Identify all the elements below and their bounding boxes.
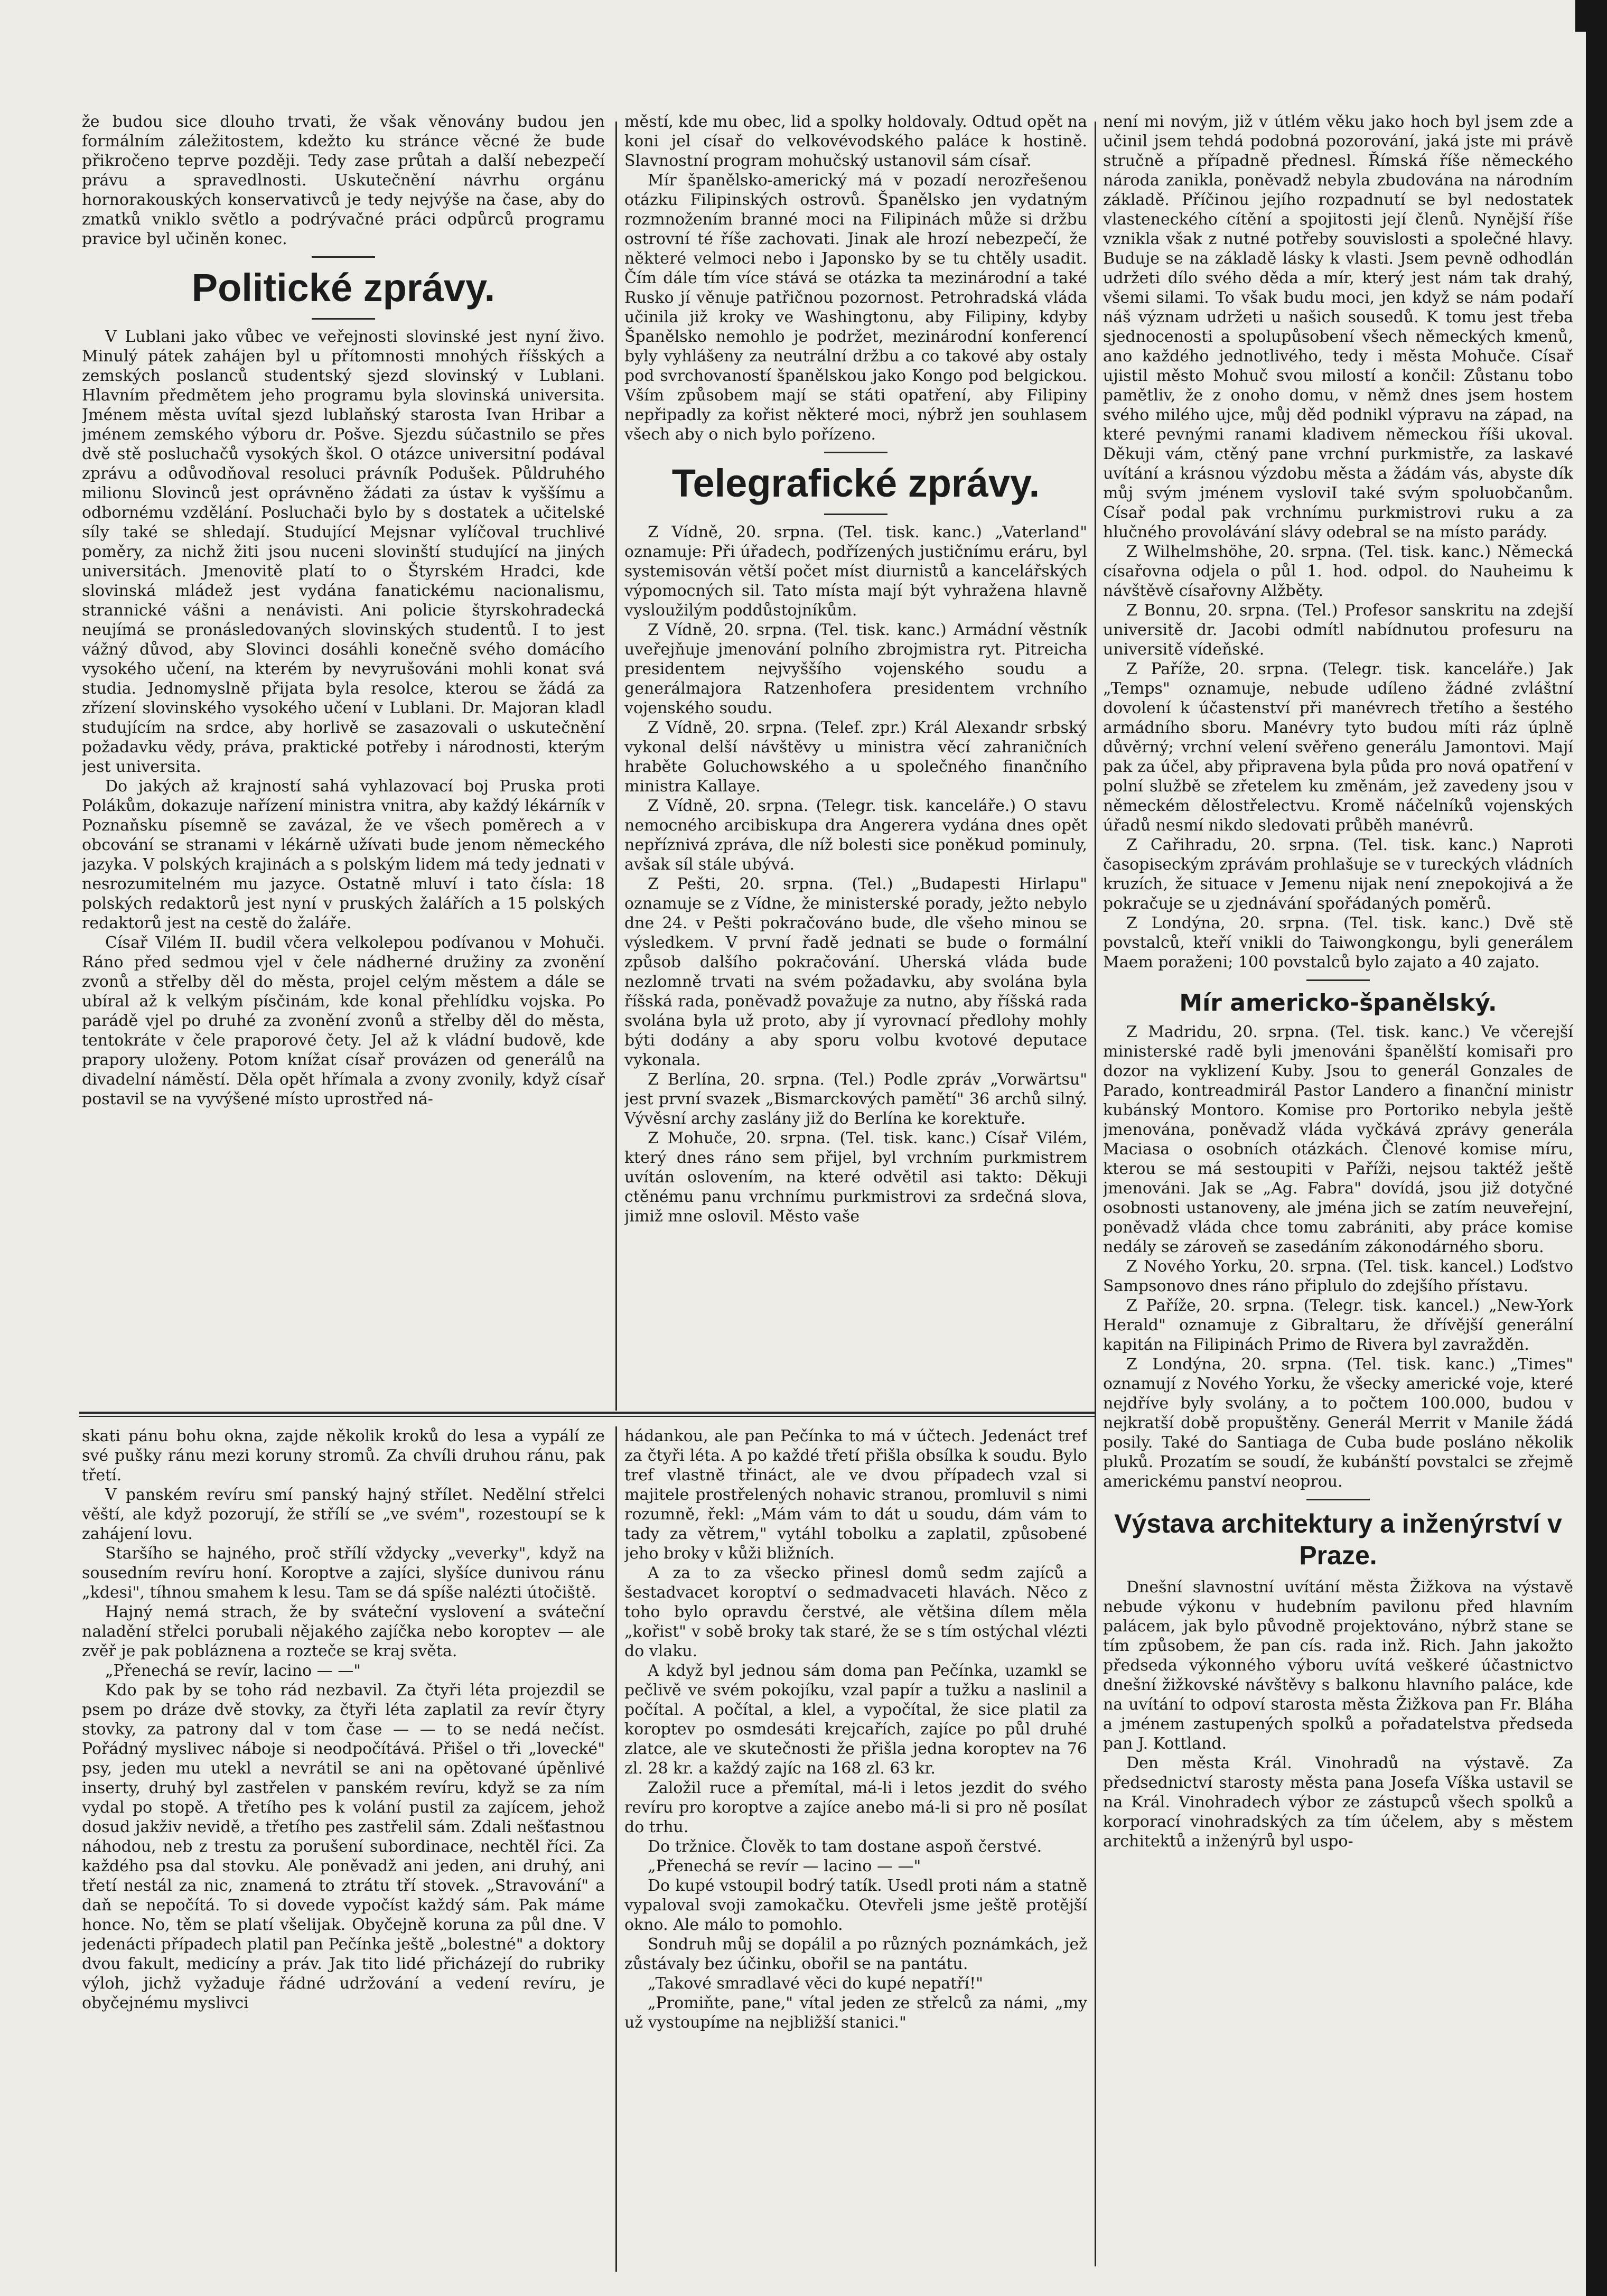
feuilleton-right [624, 1426, 1087, 2272]
feuilleton-column-rule [615, 1426, 617, 2272]
scan-corner-mark [1575, 0, 1586, 32]
telegram-item: Z Vídně, 20. srpna. (Tel. tisk. kanc.) „Vaterland" oznamuje: Při úřadech, podřízených justičnímu eráru, byl systemisován větší počet míst diurnistů a kancelářských výpomocných sil. Tato místa mají být vyhražena hlavně vysloužilým poddůstojníkům. [624, 523, 1087, 620]
section-heading: Politické zprávy. [191, 266, 496, 310]
feuilleton-text: Do tržnice. Člověk to tam dostane aspoň čerstvé. [648, 1837, 1042, 1856]
feuilleton-text: „Promiňte, pane," vítal jeden ze střelců za námi, „my už vystoupíme na nejbližší stanici." [624, 1994, 1087, 2032]
telegram-item: Z Vídně, 20. srpna. (Telef. zpr.) Král Alexandr srbský vykonal delší návštěvy u ministra věcí zahraničních hraběte Goluchowského a u společného finančního ministra Kallaye. [624, 718, 1087, 796]
feuilleton-text: Hajný nemá strach, že by sváteční vyslovení a sváteční naladění střelci porubali nějakého zajíčka nebo koroptev — ale zvěř je pak pobláznena a rozteče se kraj světa. [82, 1603, 605, 1660]
telegram-item: Z Pešti, 20. srpna. (Tel.) „Budapesti Hirlapu" oznamuje se z Vídne, že ministerské porady, ježto nebylo dne 24. v Pešti pokračováno bude, dle všeho minou se výsledkem. V první řadě jednati se bude o formální způsob dalšího pokračování. Uherská vláda bude nezlomně trvati na svém požadavku, aby svolána byla říšská rada, poněvadž považuje za nutno, aby říšská rada svolána byla už proto, aby jí vyrovnací předlohy mohly býti dodány a aby sporu volbu kvotové deputace vykonala. [624, 875, 1087, 1069]
article-text: Císař Vilém II. budil včera velkolepou podívanou v Mohuči. Ráno před sedmou vjel v čele nádherné družiny za zvonění zvonů a střelby děl do města, projel celým městem a dále se ubíral až k velkým písčinám, kde konal přehlídku vojska. Po parádě vjel po druhé za zvonění zvonů a střelby děl do města, tentokráte v čele praporové čety. Jel až k vládní budově, kde prapory uloženy. Potom knížat císař provázen od generálů na divadelní náměstí. Děla opět hřímala a zvony zvonily, když císař postavil se na vyvýšené místo uprostřed ná- [82, 934, 605, 1108]
telegram-item: Z Paříže, 20. srpna. (Telegr. tisk. kanceláře.) Jak „Temps" oznamuje, nebude udíleno žádné zvláštní dovolení k účastenství při manévrech třetího a šestého armádního sboru. Manévry tyto budou míti ráz úplně důvěrný; vrchní velení svěřeno generálu Jamontovi. Mají pak za účel, aby připravena byla půda pro nová opatření v polní službě se zřetelem ku změnám, jež zavedeny jsou v německém dělostřelectvu. Kromě náčelníků vojenských úřadů nesmí nikdo sledovati průběh manévrů. [1103, 660, 1573, 835]
feuilleton-text: Kdo pak by se toho rád nezbavil. Za čtyři léta projezdil se psem po dráze dvě stovky, za čtyři léta zaplatil za revír čtyry stovky, za patrony dal v tom čase — — to se nedá nečíst. Pořádný myslivec náboje si neodpočítává. Přišel o tři „lovecké" psy, jeden mu utekl a nevrátil se ani na opětované úpěnlivé inserty, druhý byl zastřelen v panském revíru, když se za ním vydal po stopě. A třetího pes k volání pustil za zajícem, jehož dosud jakživ nevidě, a třetího pes zastřelil sám. Zdali nešťastnou náhodou, neb z trestu za porušení subordinace, nechtěl říci. Za každého psa dal stovku. Ale poněvadž ani jeden, ani druhý, ani třetí nestál za nic, znamená to ztrátu tří stovek. „Stravování" a daň se nepočítá. To si dovede vypočíst každý sám. Pak máme honce. No, těm se platí všelijak. Obyčejně koruna za půl dne. V jedenácti případech platil pan Pečínka ještě „bolestné" a doktory dvou fakult, medicíny a práv. Jak tito lidé přicházejí do rubriky výloh, jichž vyžaduje řádné udržování a vedení revíru, je obyčejnému myslivci [82, 1681, 605, 2012]
scan-edge-shadow [1586, 0, 1607, 2296]
article-text: Mír španělsko-americký má v pozadí nerozřešenou otázku Filipinských ostrovů. Španělsko jen vydatným rozmnožením branné moci na Filipinách může si držbu ostrovní té říše zachovati. Jinak ale hrozí nebezpečí, že některé velmoci nebo i Japonsko by se tu chtěly usadit. Čím dále tím více stává se otázka ta mezinárodní a také Rusko jí věnuje patřičnou pozornost. Petrohradská vláda učinila již kroky ve Washingtonu, aby Filipiny, kdyby Španělsko nemohlo je podržet, mezinárodní konferencí byly vyhlášeny za neutrální držbu a co takové aby ostaly pod svrchovaností španělskou jako Kongo pod belgickou. Vším způsobem mají se státi opatření, aby Filipiny nepřipadly za kořist některé moci, nýbrž jen souhlasem všech aby o nich bylo pořízeno. [624, 171, 1087, 444]
feuilleton-text: skati pánu bohu okna, zajde několik kroků do lesa a vypálí ze své pušky ránu mezi koruny stromů. Za chvíli druhou ránu, pak třetí. [82, 1427, 605, 1485]
section-heading: Telegrafické zprávy. [671, 461, 1040, 505]
feuilleton-text: Staršího se hajného, proč střílí vždycky „veverky", když na sousedním revíru honí. Koroptve a zajíci, slyšíce dunivou ránu „kdesi", tíhnou smahem k lesu. Tam se dá spíše nalézti útočiště. [82, 1544, 605, 1602]
feuilleton-text: Do kupé vstoupil bodrý tatík. Usedl proti nám a statně vypaloval svoji zamokačku. Otevřeli jsme ještě protější okno. Ale málo to pomohlo. [624, 1877, 1087, 1934]
separator [824, 452, 887, 453]
separator [1306, 1499, 1370, 1500]
article-text: Dnešní slavnostní uvítání města Žižkova na výstavě nebude výkonu v hudebním pavilonu před hlavním palácem, jak bylo původně projektováno, nýbrž stane se tím způsobem, že pan cís. rada inž. Rich. Jahn jakožto předseda výkonného výboru uvítá veškeré účastnictvo dnešní žižkovské návštěvy s balkonu hlavního paláce, kde na uvítání to odpoví starosta města Žižkova pan Fr. Bláha a jménem zastupených spolků a pořadatelstva předseda pan J. Kottland. [1103, 1578, 1573, 1753]
separator [312, 256, 375, 258]
telegram-item: Z Vídně, 20. srpna. (Telegr. tisk. kanceláře.) O stavu nemocného arcibiskupa dra Angerera vydána dnes opět nepříznivá zpráva, dle níž bolesti sice poněkud pominuly, avšak síl stále ubývá. [624, 797, 1087, 874]
separator [824, 514, 887, 515]
feuilleton-text: A když byl jednou sám doma pan Pečínka, uzamkl se pečlivě ve svém pokojíku, vzal papír a tužku a naslinil a počítal. A počítal, a klel, a vypočítal, že sice platil za koroptev po osmdesáti krejcařích, zajíce po půl druhé zlatce, ale ve skutečnosti že přišla jedna koroptev na 76 zl. 28 kr. a každý zajíc na 168 zl. 63 kr. [624, 1662, 1087, 1778]
section-heading: Mír americko-španělský. [1179, 990, 1497, 1016]
column-3 [1103, 112, 1573, 2273]
column-rule-2 [1095, 122, 1096, 2266]
feuilleton-text: Založil ruce a přemítal, má-li i letos jezdit do svého revíru pro koroptve a zajíce anebo má-li si pro ně posílat do trhu. [624, 1779, 1087, 1836]
telegram-item: Z Londýna, 20. srpna. (Tel. tisk. kanc.) Dvě stě povstalců, kteří vnikli do Taiwongkongu, byli generálem Maem poraženi; 100 povstalců bylo zajato a 40 zajato. [1103, 914, 1573, 972]
article-text: městí, kde mu obec, lid a spolky holdovaly. Odtud opět na koni jel císař do velkovévodského paláce k hostině. Slavnostní program mohučský ustanovil sám císař. [624, 113, 1087, 170]
telegram-item: Z Cařihradu, 20. srpna. (Tel. tisk. kanc.) Naproti časopiseckým zprávám prohlašuje se v tureckých vládních kruzích, že situace v Jemenu nijak není znepokojivá a že pokračuje se u zjednávání spořádaných poměrů. [1103, 836, 1573, 913]
telegram-item: Z Nového Yorku, 20. srpna. (Tel. tisk. kancel.) Loďstvo Sampsonovo dnes ráno připlulo do zdejšího přístavu. [1103, 1257, 1573, 1295]
telegram-item: Z Bonnu, 20. srpna. (Tel.) Profesor sanskritu na zdejší universitě dr. Jacobi odmítl nabídnutou profesuru na universitě vídeňské. [1103, 601, 1573, 659]
separator [1306, 979, 1370, 981]
article-text: není mi novým, již v útlém věku jako hoch byl jsem zde a učinil jsem tehdá podobná pozorování, jaká jste mi právě stručně a případně přednesl. Římská říše německého národa zanikla, poněvadž nebyla zbudována na národním základě. Příčinou jejího rozpadnutí se byl nedostatek vlasteneckého cítění a spojitosti její členů. Nynější říše vznikla však z nutné potřeby souvislosti a společné hlavy. Buduje se na základě lásky k vlasti. Jsem pevně odhodlán udržeti dílo svého děda a mír, který jest nám tak drahý, všemi silami. To však budu moci, jen když se nám podaří náš význam udržeti u našich sousedů. K tomu jest třeba sjednocenosti a spolupůsobení všech německých kmenů, ano každého jednotlivého, tedy i města Mohuče. Císař ujistil město Mohuč svou milostí a končil: Zůstanu tobo pamětliv, že z onoho domu, v němž dnes jsem hostem svého milého ujce, můj děd podnikl výpravu na západ, na které pevnými ranami kladivem německou říši ukoval. Děkuji vám, ctěný pane vrchní purkmistře, za laskavé uvítání a krásnou výzdobu města a žádám vás, abyste dík můj svým jménem vysloviI také svým spoluobčanům. Císař podal pak vrchnímu purkmistrovi ruku a za hlučného provolávání slávy odebral se na místo parády. [1103, 113, 1573, 542]
feuilleton-rule [79, 1412, 1095, 1414]
article-text: Den města Král. Vinohradů na výstavě. Za předsednictví starosty města pana Josefa Víška ustavil se na Král. Vinohradech výbor ze zástupců všech spolků a korporací vinohradských za tím účelem, aby s městem architektů a inženýrů byl uspo- [1103, 1754, 1573, 1851]
telegram-item: Z Berlína, 20. srpna. (Tel.) Podle zpráv „Vorwärtsu" jest první svazek „Bismarckových pamětí" 36 archů silný. Vývěsní archy zaslány již do Berlína ke korektuře. [624, 1070, 1087, 1128]
telegram-item: Z Madridu, 20. srpna. (Tel. tisk. kanc.) Ve včerejší ministerské radě byli jmenováni španělští komisaři pro dozor na vyklizení Kuby. Jsou to generál Gonzales de Parado, kontreadmirál Pastor Landero a finanční ministr kubánský Montoro. Komise pro Portoriko nebyla ještě jmenována, poněvadž vláda vyčkává zprávy generála Maciasa o osobních otázkách. Členové komise míru, kterou se má sestoupiti v Paříži, nejsou taktéž ještě jmenováni. Jak se „Ag. Fabra" dovídá, jsou již dotyčné osobnosti ustanoveny, ale jména jich se zatím neuveřejní, poněvadž vláda chce tomu zabrániti, aby práce komise nedály se zároveň se zasedáním zákonodárného sboru. [1103, 1023, 1573, 1256]
feuilleton-text: „Přenechá se revír, lacino — —" [105, 1662, 361, 1680]
column-2 [624, 112, 1087, 1409]
telegram-item: Z Paříže, 20. srpna. (Telegr. tisk. kancel.) „New-York Herald" oznamuje z Gibraltaru, že dřívější generální kapitán na Filipinách Primo de Rivera byl zavražděn. [1103, 1296, 1573, 1354]
article-text: V Lublani jako vůbec ve veřejnosti slovinské jest nyní živo. Minulý pátek zahájen byl u přítomnosti mnohých říšských a zemských poslanců studentský sjezd slovinský v Lublani. Hlavním předmětem jeho programu byla slovinská universita. Jménem města uvítal sjezd lublaňský starosta Ivan Hribar a jménem zemského výboru dr. Pošve. Sjezdu súčastnilo se přes dvě stě posluchačů vysokých škol. O otázce universitní podával zprávu a odůvodňoval resoluci právník Podušek. Půldruhého milionu Slovinců jest oprávněno žádati za ústav k vyššímu a odbornému vzdělání. Posluchači bylo by s dostatek a učitelské síly také se shledají. Studující Mejsnar vylíčoval truchlivé poměry, za nichž žiti jsou nuceni slovinští studující na jiných universitách. Jmenovitě platí to o Štyrském Hradci, kde slovinská mládež jest vydána fanatickému nacionalismu, strannické vášni a nenávisti. Ani policie štyrskohradecká neujímá se pronásledovaných slovinských studentů. I to jest vážný důvod, aby Slovinci dosáhli konečně svého domácího vysokého učení, na kterém by nevyrušováni mohli konat svá studia. Jednomyslně přijata byla resolce, kterou se žádá za zřízení slovinského vysokého učení v Lublani. Dr. Majoran kladl studujícím na srdce, aby horlivě se zasazovali o uskutečnění požadavku vědy, práva, praktické potřeby i národnosti, kterým jest universita. [82, 328, 605, 776]
telegram-item: Z Wilhelmshöhe, 20. srpna. (Tel. tisk. kanc.) Německá císařovna odjela o půl 1. hod. odpol. do Nauheimu k návštěvě císařovny Alžběty. [1103, 543, 1573, 600]
feuilleton-text: „Takové smradlavé věci do kupé nepatří!" [648, 1974, 983, 1993]
article-text: že budou sice dlouho trvati, že však věnovány budou jen formálním záležitostem, kdežto ku stránce věcné že bude přikročeno teprve později. Tedy zase průtah a další nebezpečí právu a spravedlnosti. Uskutečnění návrhu orgánu hornorakouských konservativců je tedy nejvýše na čase, aby do zmatků vniklo světlo a podrývačné práci odpůrců programu pravice byl učiněn konec. [82, 113, 605, 248]
telegram-item: Z Londýna, 20. srpna. (Tel. tisk. kanc.) „Times" oznamují z Nového Yorku, že všecky americké voje, které nejdříve byly svolány, a to počtem 100.000, budou v nejkratší době propuštěny. Generál Merrit v Manile žádá posily. Také do Santiaga de Cuba bude posláno několik pluků. Prozatím se soudí, že kubánští povstalci se zřejmě americkému panství neoprou. [1103, 1355, 1573, 1491]
article-text: Do jakých až krajností sahá vyhlazovací boj Pruska proti Polákům, dokazuje nařízení ministra vnitra, aby každý lékárník v Poznaňsku písemně se zavázal, že ve všech poměrech a v obcování se stranami v lékárně užívati bude jenom německého jazyka. V polských krajinách a s polským lidem má tedy jednati v nesrozumitelném mu jazyce. Ostatně mluví i tato čísla: 18 polských redaktorů jest nyní v pruských žalářích a 15 polských redaktorů jest na cestě do žaláře. [82, 777, 605, 932]
feuilleton-rule-2 [79, 1416, 1095, 1417]
column-rule-1 [615, 122, 617, 1411]
feuilleton-text: Sondruh můj se dopálil a po různých poznámkách, jež zůstávaly bez účinku, obořil se na pantátu. [624, 1935, 1087, 1973]
feuilleton-text: hádankou, ale pan Pečínka to má v účtech. Jedenáct tref za čtyři léta. A po každé třetí přišla obsílka k soudu. Bylo tref vlastně třináct, ale ve dvou případech vzal si majitele prostřelených nohavic stranou, promluvil s nimi rozumně, řekl: „Mám vám to dát u soudu, dám vám to tady za větrem," vytáhl tobolku a zaplatil, způsobené jeho broky v kůži bližních. [624, 1427, 1087, 1563]
telegram-item: Z Mohuče, 20. srpna. (Tel. tisk. kanc.) Císař Vilém, který dnes ráno sem přijel, byl vrchním purkmistrem uvítán oslovením, na které odvětil asi takto: Děkuji ctěnému panu vrchnímu purkmistrovi za srdečná slova, jimiž mne oslovil. Město vaše [624, 1129, 1087, 1226]
telegram-item: Z Vídně, 20. srpna. (Tel. tisk. kanc.) Armádní věstník uveřejňuje jmenování polního zbrojmistra ryt. Pitreicha presidentem nejvyššího vojenského soudu a generálmajora Ratzenhofera presidentem vrchního vojenského soudu. [624, 621, 1087, 717]
feuilleton-text: A za to za všecko přinesl domů sedm zajíců a šestadvacet koroptví o sedmadvaceti hlavách. Něco z toho bylo opravdu čerstvé, ale většina dílem měla „kořist" v sobě broky tak staré, že se s tím ostýchal vlézti do vlaku. [624, 1564, 1087, 1660]
feuilleton-text: V panském revíru smí panský hajný střílet. Nedělní střelci věští, ale když pozorují, že střílí se „ve svém", rozestoupí se k zahájení lovu. [82, 1486, 605, 1543]
feuilleton-text: „Přenechá se revír — lacino — —" [648, 1857, 921, 1875]
section-heading: Výstava architektury a inženýrství v Praze. [1114, 1509, 1562, 1570]
column-1 [82, 112, 605, 1409]
separator [312, 318, 375, 320]
feuilleton-left [82, 1426, 605, 2272]
